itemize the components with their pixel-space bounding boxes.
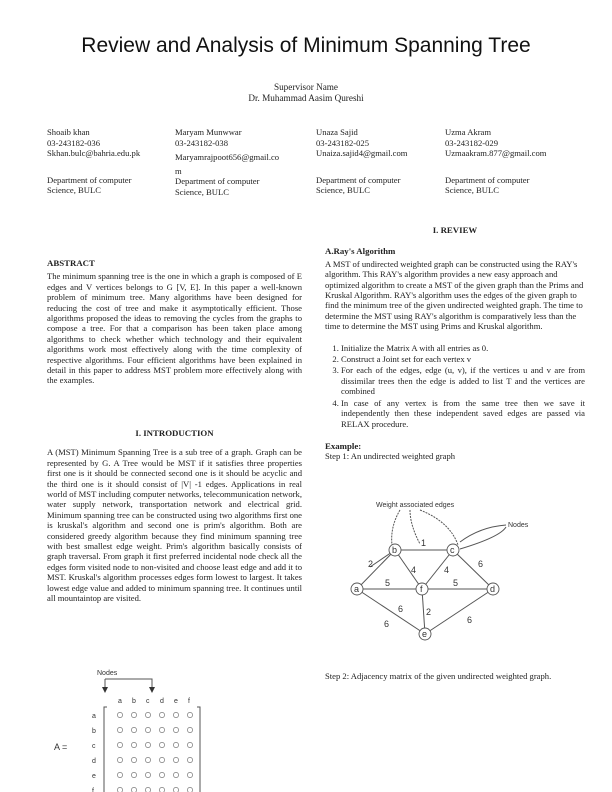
node-label: f bbox=[420, 584, 423, 594]
review-text: A MST of undirected weighted graph can be constructed using the RAY's algorithm. This RAY's algorithm provides a new easy approach and optimized algorithm to create a MST of the given graph than the Prims and Kruskal Algorithm. RAY's algorithm uses the edges of the given graph to find the minimum tree of the given undirected weighted graph. The time to determine the MST using RAY's algorithm is comparatively less than the time to determine the MST using Prims and Kruskal algorithm. bbox=[325, 258, 584, 332]
weight-label: 2 bbox=[368, 559, 374, 569]
matrix-cell bbox=[117, 772, 122, 777]
callout-arrow bbox=[392, 510, 400, 545]
matrix-symbol: A = bbox=[54, 742, 68, 752]
matrix-cell bbox=[117, 742, 122, 747]
author-id: 03-243182-025 bbox=[316, 137, 369, 148]
author-inst: Science, BULC bbox=[47, 185, 101, 196]
weight-label: 2 bbox=[426, 607, 432, 617]
author-name: Unaza Sajid bbox=[316, 127, 358, 137]
node-label: e bbox=[422, 629, 428, 639]
node-label: d bbox=[490, 584, 496, 594]
author-email: Maryamrajpoot656@gmail.co bbox=[175, 152, 280, 163]
review-subheading: A.Ray's Algorithm bbox=[325, 246, 396, 257]
author-id: 03-243182-038 bbox=[175, 137, 228, 148]
matrix-cell bbox=[131, 742, 136, 747]
author-name: Maryam Munwwar bbox=[175, 127, 242, 137]
edge-a-e bbox=[357, 589, 425, 634]
author-block-1 bbox=[47, 127, 172, 196]
matrix-cell bbox=[173, 772, 178, 777]
matrix-column-label: c bbox=[146, 698, 150, 705]
weight-label: 5 bbox=[385, 578, 391, 588]
node-label: a bbox=[354, 584, 360, 594]
matrix-cell bbox=[159, 727, 164, 732]
matrix-cell bbox=[187, 712, 192, 717]
author-email: Skhan.bulc@bahria.edu.pk bbox=[47, 148, 141, 159]
author-dept: Department of computer bbox=[47, 174, 132, 185]
author-block-4 bbox=[445, 127, 575, 196]
author-id: 03-243182-036 bbox=[47, 137, 100, 148]
matrix-column-label: e bbox=[174, 698, 178, 705]
callout-arrow bbox=[460, 527, 506, 549]
author-email-cont: m bbox=[175, 165, 182, 176]
matrix-cell bbox=[187, 727, 192, 732]
arrow-head-2 bbox=[149, 687, 155, 693]
matrix-column-headers bbox=[118, 698, 190, 705]
callout-nodes-label: Nodes bbox=[508, 522, 529, 529]
matrix-cell bbox=[173, 757, 178, 762]
algorithm-steps bbox=[325, 343, 585, 429]
matrix-cell bbox=[187, 787, 192, 792]
matrix-cell bbox=[173, 742, 178, 747]
edge-c-d bbox=[453, 550, 493, 589]
example-heading: Example: bbox=[325, 440, 362, 451]
review-section bbox=[325, 225, 585, 462]
nodes-callout bbox=[105, 679, 152, 689]
matrix-cell bbox=[117, 757, 122, 762]
matrix-cell bbox=[131, 772, 136, 777]
weight-label: 1 bbox=[421, 538, 427, 548]
weight-label: 6 bbox=[398, 604, 404, 614]
callout-arrow bbox=[410, 510, 420, 544]
author-inst: Science, BULC bbox=[445, 185, 499, 196]
matrix-cell bbox=[173, 712, 178, 717]
step-item: 2. Construct a Joint set for each vertex v bbox=[341, 354, 585, 364]
weight-label: 4 bbox=[411, 565, 417, 575]
matrix-cell bbox=[145, 772, 150, 777]
supervisor-label: Supervisor Name bbox=[273, 82, 339, 92]
matrix-column-label: d bbox=[160, 698, 164, 705]
matrix-cell bbox=[145, 727, 150, 732]
weight-label: 5 bbox=[453, 578, 459, 588]
introduction-text: A (MST) Minimum Spanning Tree is a sub tree of a graph. Graph can be represented by G. A Tree would be MST if it satisfies three properties first one is it should be connected second one is it should be acyclic and the third one is it should consist of |V| -1 edges. Applications in real world of MST including computer networks, telecommunication network, water supply network, transportation network and electrical grid. Minimum spanning tree can be constructed using two algorithms first one is kruskal's algorithm and second one is prim's algorithm. Both are considered greedy algorithm because they find minimum spanning tree with best smallest edge weight. Prim's algorithm basically consists of graph traversal. From graph it first preferred incidental node check all the edges form visited node to non-visited and choose least edge and add it to MST. Kruskal's algorithm processes edges form lowest to largest. It takes lowest edge value and added to minimum spanning tree. It continues until all mountaintop are visited. bbox=[47, 447, 302, 604]
node-label: c bbox=[450, 545, 455, 555]
matrix-row-label: e bbox=[92, 773, 96, 780]
matrix-cell bbox=[173, 787, 178, 792]
matrix-cell bbox=[187, 772, 192, 777]
author-id: 03-243182-029 bbox=[445, 137, 498, 148]
matrix-cell bbox=[145, 742, 150, 747]
edge-f-e bbox=[422, 589, 425, 634]
matrix-cell bbox=[159, 772, 164, 777]
matrix-cell bbox=[159, 742, 164, 747]
matrix-cell bbox=[131, 757, 136, 762]
author-inst: Science, BULC bbox=[175, 186, 229, 197]
abstract-heading: ABSTRACT bbox=[47, 258, 95, 268]
matrix-column-label: a bbox=[118, 698, 122, 705]
matrix-cell bbox=[187, 757, 192, 762]
weight-label: 6 bbox=[467, 615, 473, 625]
node-label: b bbox=[392, 545, 398, 555]
paper-title: Review and Analysis of Minimum Spanning Tree bbox=[81, 34, 531, 57]
matrix-row-label: f bbox=[92, 788, 94, 792]
abstract-text: The minimum spanning tree is the one in which a graph is composed of E edges and V vertices belongs to G [V, E]. In this paper a well-known problem of minimum tree. Many algorithms have been designed for reducing the cost of tree and make it asymptotically efficient. Those algorithms proposed the ideas to removing the cycles from the graphs to compose a tree. For that a comparison has been taken place among algorithms to check whether which technology and their equivalent algorithms work most effectively along with the time complexity of respective algorithms. Four efficient algorithms have been explained in detail in this paper to address MST problem more effectively along with the examples. bbox=[47, 271, 302, 386]
introduction-section bbox=[47, 428, 302, 604]
author-inst: Science, BULC bbox=[316, 185, 370, 196]
graph-figure bbox=[340, 497, 580, 647]
matrix-cell bbox=[159, 757, 164, 762]
matrix-cell bbox=[145, 787, 150, 792]
matrix-cell bbox=[131, 727, 136, 732]
edge-b-f bbox=[395, 550, 422, 589]
author-name: Uzma Akram bbox=[445, 127, 492, 137]
step-item: 1. Initialize the Matrix A with all entries as 0. bbox=[341, 343, 585, 353]
supervisor-name: Dr. Muhammad Aasim Qureshi bbox=[248, 93, 364, 103]
matrix-cell bbox=[117, 727, 122, 732]
matrix-cell bbox=[173, 727, 178, 732]
matrix-cell bbox=[145, 757, 150, 762]
weight-label: 6 bbox=[384, 619, 390, 629]
edge-d-e bbox=[425, 589, 493, 634]
matrix-row-label: b bbox=[92, 728, 96, 735]
adjacency-matrix-figure bbox=[50, 665, 220, 792]
matrix-cells bbox=[117, 712, 192, 792]
matrix-row-label: d bbox=[92, 758, 96, 765]
matrix-nodes-label: Nodes bbox=[97, 670, 118, 677]
matrix-cell bbox=[159, 787, 164, 792]
matrix-cell bbox=[187, 742, 192, 747]
abstract-section bbox=[47, 258, 302, 386]
matrix-cell bbox=[131, 712, 136, 717]
matrix-cell bbox=[131, 787, 136, 792]
weight-label: 4 bbox=[444, 565, 450, 575]
example-step2: Step 2: Adjacency matrix of the given undirected weighted graph. bbox=[325, 671, 552, 681]
author-block-3 bbox=[316, 127, 441, 196]
author-email: Unaiza.sajid4@gmail.com bbox=[316, 148, 408, 159]
matrix-row-label: a bbox=[92, 713, 96, 720]
review-heading: I. REVIEW bbox=[432, 225, 478, 235]
matrix-column-label: b bbox=[132, 698, 136, 705]
author-dept: Department of computer bbox=[175, 176, 260, 187]
arrow-head-1 bbox=[102, 687, 108, 693]
matrix-column-label: f bbox=[188, 698, 190, 705]
matrix-row-label: c bbox=[92, 743, 96, 750]
matrix-cell bbox=[117, 712, 122, 717]
author-dept: Department of computer bbox=[445, 174, 530, 185]
matrix-cell bbox=[159, 712, 164, 717]
step-item: 4. In case of any vertex is from the same tree then we save it independently then these independent saved edges are passed via RELAX procedure. bbox=[341, 398, 585, 429]
step-item: 3. For each of the edges, edge (u, v), if the vertices u and v are from dissimilar trees then the edge is added to list T and the vertices are combined bbox=[341, 365, 585, 396]
author-dept: Department of computer bbox=[316, 174, 401, 185]
author-email: Uzmaakram.877@gmail.com bbox=[445, 148, 547, 159]
matrix-cell bbox=[145, 712, 150, 717]
callout-edges-label: Weight associated edges bbox=[376, 502, 455, 509]
author-name: Shoaib khan bbox=[47, 127, 90, 137]
author-block-2 bbox=[175, 127, 305, 198]
example-step1: Step 1: An undirected weighted graph bbox=[325, 451, 456, 462]
matrix-brackets bbox=[104, 707, 200, 792]
matrix-row-headers bbox=[92, 713, 96, 792]
weight-label: 6 bbox=[478, 559, 484, 569]
matrix-cell bbox=[117, 787, 122, 792]
introduction-heading: I. INTRODUCTION bbox=[135, 428, 214, 438]
